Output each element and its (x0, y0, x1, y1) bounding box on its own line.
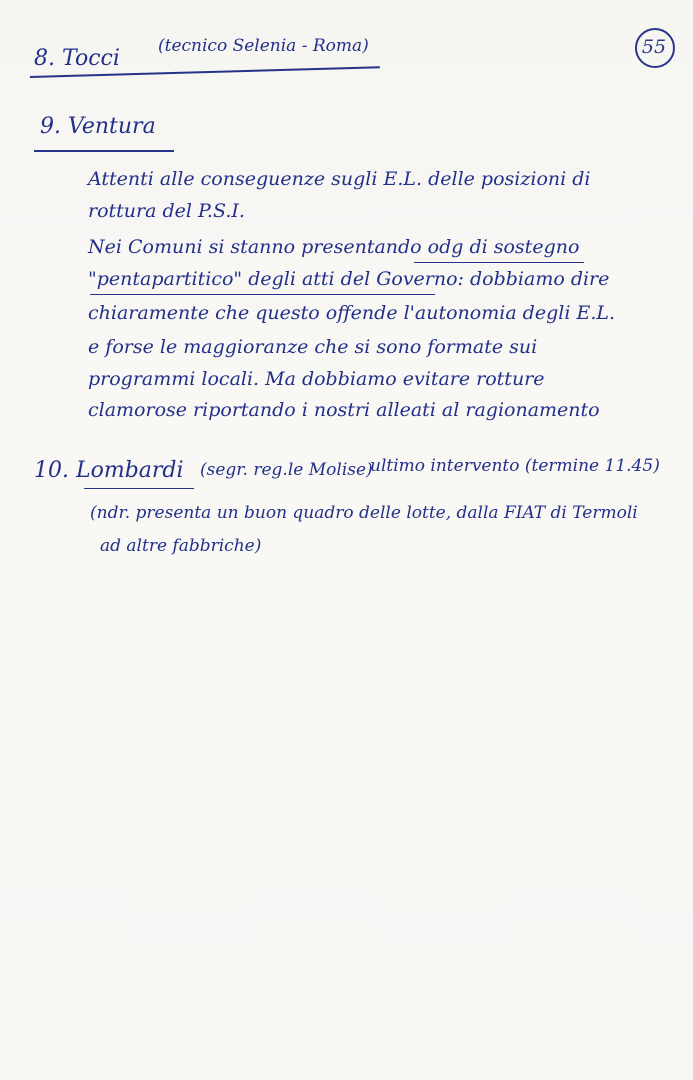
entry-9-line-3: Nei Comuni si stanno presentando odg di sostegno (88, 236, 580, 258)
entry-9-line-5: chiaramente che questo offende l'autonomia degli E.L. (88, 302, 616, 324)
pentapartitico-underline (90, 294, 435, 295)
entry-8-note: (tecnico Selenia - Roma) (158, 36, 369, 56)
entry-9-line-4: "pentapartitico" degli atti del Governo: dobbiamo dire (88, 268, 610, 290)
entry-10-note: (segr. reg.le Molise) (200, 460, 373, 480)
entry-8-label: 8. Tocci (34, 46, 120, 71)
odg-underline (414, 262, 584, 263)
page-number: 55 (641, 36, 667, 58)
entry-10-extra: ultimo intervento (termine 11.45) (370, 456, 660, 476)
page-number-stamp (635, 28, 675, 68)
entry-10-underline (84, 488, 194, 489)
entry-9-rule (34, 150, 174, 152)
entry-9-line-8: clamorose riportando i nostri alleati al ragionamento (88, 399, 600, 421)
entry-10-label: 10. Lombardi (34, 458, 184, 483)
entry-9-line-7: programmi locali. Ma dobbiamo evitare rotture (88, 368, 545, 390)
entry-9-line-2: rottura del P.S.I. (88, 200, 245, 222)
entry-10-line-2: ad altre fabbriche) (100, 536, 262, 556)
entry-9-line-1: Attenti alle conseguenze sugli E.L. delle posizioni di (88, 168, 591, 190)
entry-9-line-6: e forse le maggioranze che si sono formate sui (88, 336, 538, 358)
entry-10-line-1: (ndr. presenta un buon quadro delle lotte, dalla FIAT di Termoli (90, 503, 638, 523)
entry-9-label: 9. Ventura (40, 114, 156, 139)
